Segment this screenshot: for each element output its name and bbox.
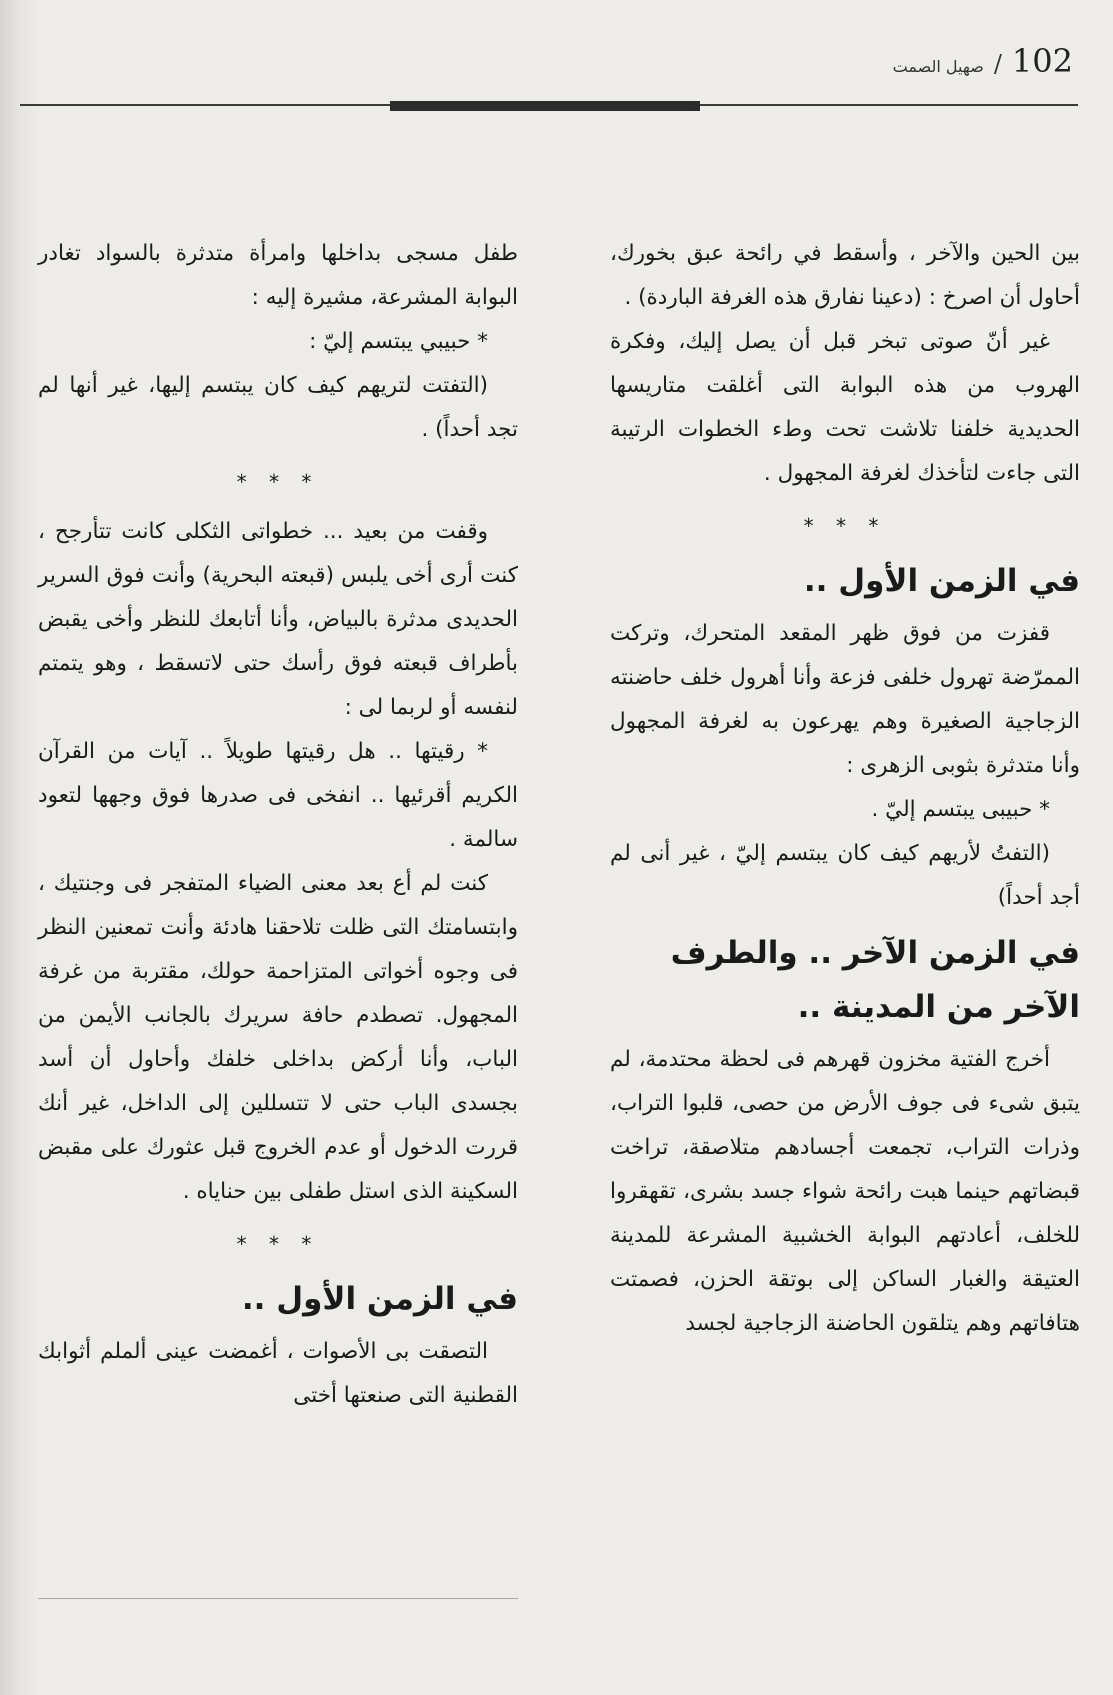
- section-heading: في الزمن الأول ..: [803, 563, 1080, 599]
- header-separator: /: [993, 50, 1002, 78]
- section-divider: * * *: [236, 1232, 320, 1256]
- section-divider: * * *: [803, 514, 887, 538]
- paragraph: * حبيبى يبتسم إليّ .: [871, 797, 1050, 822]
- paragraph: كنت لم أع بعد معنى الضياء المتفجر فى وجنتيك ، وابتسامتك التى ظلت تلاحقنا هادئة وأنت تمعنين النظر فى وجوه أخواتى المتزاحمة حولك، مقتربة من غرفة المجهول. تصطدم حافة سريرك بالجانب الأيمن من الباب، وأنا أركض بداخلى خلفك وأحاول أن أسد بجسدى الباب حتى لا تتسللين إلى الداخل، غير أنك قررت الدخول أو عدم الخروج قبل عثورك على مقبض السكينة الذى استل طفلى بين حناياه .: [38, 871, 518, 1204]
- paragraph: طفل مسجى بداخلها وامرأة متدثرة بالسواد تغادر البوابة المشرعة، مشيرة إليه :: [38, 241, 518, 310]
- paragraph: قفزت من فوق ظهر المقعد المتحرك، وتركت الممرّضة تهرول خلفى فزعة وأنا أهرول خلف حاضنته الزجاجية الصغيرة وهم يهرعون به لغرفة المجهول وأنا متدثرة بثوبى الزهرى :: [610, 621, 1080, 778]
- header-rule-accent: [390, 101, 700, 111]
- paragraph: (التفتُ لأريهم كيف كان يبتسم إليّ ، غير أنى لم أجد أحداً): [610, 841, 1080, 910]
- left-column: [38, 232, 518, 1418]
- paragraph: * حبيبي يبتسم إليّ :: [309, 329, 488, 354]
- paragraph: أخرج الفتية مخزون قهرهم فى لحظة محتدمة، لم يتبق شىء فى جوف الأرض من حصى، قلبوا التراب، وذرات التراب، تجمعت أجسادهم متلاصقة، تراخت قبضاتهم حينما هبت رائحة شواء جسد بشرى، تقهقروا للخلف، أعادتهم البوابة الخشبية المشرعة للمدينة العتيقة والغبار الساكن إلى بوتقة الحزن، فصمتت هتافاتهم وهم يتلقون الحاضنة الزجاجية لجسد: [610, 1047, 1080, 1336]
- section-divider: * * *: [236, 470, 320, 494]
- paragraph: * رقيتها .. هل رقيتها طويلاً .. آيات من القرآن الكريم أقرئيها .. انفخى فى صدرها فوق وجهها لتعود سالمة .: [38, 739, 518, 852]
- paragraph: بين الحين والآخر ، وأسقط في رائحة عبق بخورك، أحاول أن اصرخ : (دعينا نفارق هذه الغرفة الباردة) .: [610, 241, 1080, 310]
- paragraph: وقفت من بعيد ... خطواتى الثكلى كانت تتأرجح ، كنت أرى أخى يلبس (قبعته البحرية) وأنت فوق السرير الحديدى مدثرة بالبياض، وأنا أتابعك للنظر وأخى يقبض بأطراف قبعته فوق رأسك حتى لاتسقط ، وهو يتمتم لنفسه أو لربما لى :: [38, 519, 518, 720]
- book-title: صهيل الصمت: [892, 57, 984, 76]
- right-column: [610, 232, 1080, 1346]
- paragraph: التصقت بى الأصوات ، أغمضت عينى ألملم أثوابك القطنية التى صنعتها أختى: [38, 1339, 518, 1408]
- paragraph: غير أنّ صوتى تبخر قبل أن يصل إليك، وفكرة الهروب من هذه البوابة التى أغلقت متاريسها الحديدية خلفنا تلاشت تحت وطء الخطوات الرتيبة التى جاءت لتأخذك لغرفة المجهول .: [610, 329, 1080, 486]
- section-heading: في الزمن الآخر .. والطرف الآخر من المدينة ..: [670, 935, 1080, 1025]
- section-heading: في الزمن الأول ..: [241, 1281, 518, 1317]
- footer-rule: [38, 1598, 518, 1599]
- page-number: 102: [1011, 42, 1073, 80]
- paragraph: (التفتت لتريهم كيف كان يبتسم إليها، غير أنها لم تجد أحداً) .: [38, 373, 518, 442]
- page-header: [893, 42, 1073, 80]
